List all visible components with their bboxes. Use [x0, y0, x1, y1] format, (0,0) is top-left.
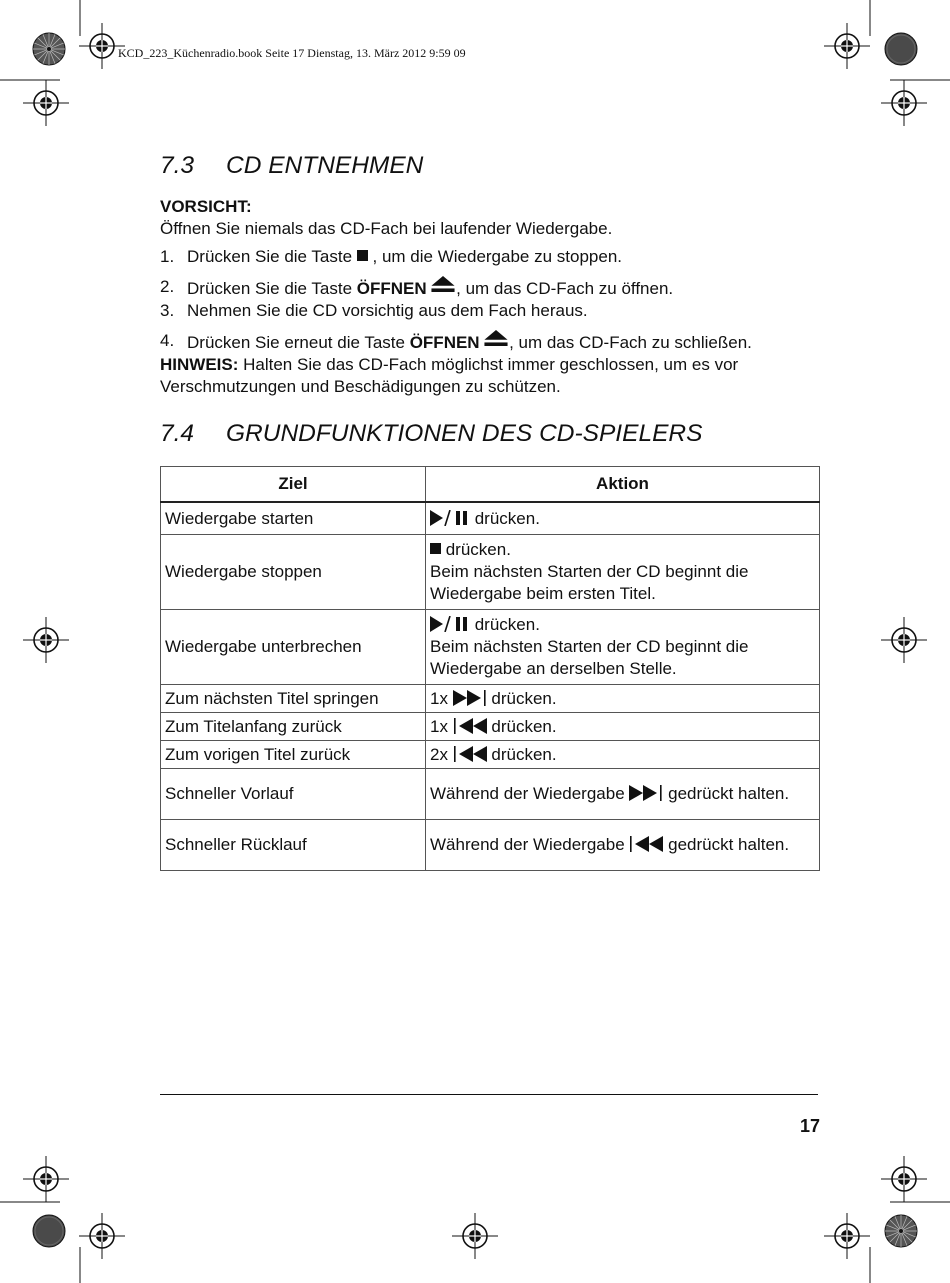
goal-cell: Zum Titelanfang zurück [161, 713, 426, 741]
registration-dot-icon [885, 33, 917, 65]
skip-back-icon [453, 746, 487, 762]
action-detail: Beim nächsten Starten der CD beginnt die Wiedergabe beim ersten Titel. [430, 562, 749, 603]
registration-starburst-icon [33, 33, 65, 65]
list-item [160, 276, 820, 300]
crosshair-icon [23, 1156, 69, 1202]
action-prefix: 2x [430, 744, 453, 764]
goal-cell: Schneller Vorlauf [161, 769, 426, 820]
section-title: CD ENTNEHMEN [226, 152, 424, 179]
table-header-row [161, 467, 820, 503]
section-title: GRUNDFUNKTIONEN DES CD-SPIELERS [226, 420, 703, 447]
action-cell [426, 741, 820, 769]
play-pause-icon [430, 616, 470, 632]
registration-dot-icon [33, 1215, 65, 1247]
step-text: Drücken Sie die Taste [187, 279, 357, 298]
key-label: ÖFFNEN [409, 333, 480, 352]
column-header-action: Aktion [426, 467, 820, 503]
note-text: Halten Sie das CD-Fach möglichst immer geschlossen, um es vor Verschmutzungen und Beschädigungen zu schützen. [160, 355, 739, 396]
crosshair-icon [824, 1213, 870, 1259]
skip-forward-icon [453, 690, 487, 706]
note-label: HINWEIS: [160, 355, 239, 374]
step-text: , um die Wiedergabe zu stoppen. [372, 247, 622, 266]
action-text: drücken. [486, 716, 557, 736]
list-item [160, 300, 820, 322]
cd-functions-table [160, 466, 820, 871]
action-cell [426, 502, 820, 535]
step-number: 3. [160, 301, 175, 320]
table-row [161, 685, 820, 713]
skip-back-icon [453, 718, 487, 734]
table-row [161, 713, 820, 741]
crosshair-icon [79, 1213, 125, 1259]
step-text: , um das CD-Fach zu schließen. [509, 333, 752, 352]
table-row [161, 769, 820, 820]
goal-cell: Zum nächsten Titel springen [161, 685, 426, 713]
action-text: drücken. [486, 744, 557, 764]
action-cell [426, 713, 820, 741]
step-number: 4. [160, 331, 175, 350]
note-paragraph [160, 354, 820, 398]
step-text: Drücken Sie die Taste [187, 247, 357, 266]
action-cell [426, 610, 820, 685]
step-text: , um das CD-Fach zu öffnen. [456, 279, 674, 298]
crosshair-icon [452, 1213, 498, 1259]
footer-rule [160, 1094, 818, 1095]
goal-cell: Schneller Rücklauf [161, 820, 426, 871]
action-detail: Beim nächsten Starten der CD beginnt die Wiedergabe an derselben Stelle. [430, 637, 749, 678]
eject-icon [431, 276, 455, 292]
crosshair-icon [881, 80, 927, 126]
warning-text: Öffnen Sie niemals das CD-Fach bei laufender Wiedergabe. [160, 219, 613, 238]
goal-cell: Wiedergabe unterbrechen [161, 610, 426, 685]
crosshair-icon [824, 23, 870, 69]
table-row [161, 820, 820, 871]
section-7-3-heading [160, 152, 820, 180]
table-row [161, 610, 820, 685]
list-item [160, 330, 820, 354]
action-prefix: 1x [430, 716, 453, 736]
steps-list [160, 246, 820, 354]
action-cell [426, 769, 820, 820]
action-cell [426, 685, 820, 713]
registration-starburst-icon [885, 1215, 917, 1247]
action-prefix: 1x [430, 688, 453, 708]
crosshair-icon [881, 617, 927, 663]
step-text: Drücken Sie erneut die Taste [187, 333, 410, 352]
skip-forward-icon [629, 785, 663, 801]
action-text: drücken. [470, 615, 540, 634]
action-text: drücken. [441, 540, 511, 559]
section-number: 7.3 [160, 152, 195, 179]
goal-cell: Wiedergabe starten [161, 502, 426, 535]
skip-back-icon [629, 836, 663, 852]
action-prefix: Während der Wiedergabe [430, 784, 630, 803]
page-number: 17 [799, 1116, 820, 1136]
action-text: gedrückt halten. [663, 784, 790, 803]
print-header-info: KCD_223_Küchenradio.book Seite 17 Dienstag, 13. März 2012 9:59 09 [118, 46, 466, 60]
action-cell [426, 535, 820, 610]
stop-icon [430, 543, 441, 554]
section-number: 7.4 [160, 420, 195, 447]
list-item [160, 246, 820, 268]
step-number: 2. [160, 277, 175, 296]
page-content [160, 150, 820, 871]
crosshair-icon [23, 617, 69, 663]
step-text: Nehmen Sie die CD vorsichtig aus dem Fach heraus. [187, 301, 588, 320]
key-label: ÖFFNEN [356, 279, 427, 298]
crosshair-icon [23, 80, 69, 126]
play-pause-icon [430, 510, 470, 526]
stop-icon [357, 250, 368, 261]
warning-title: VORSICHT: [160, 197, 252, 216]
action-text: gedrückt halten. [663, 835, 790, 854]
table-row [161, 741, 820, 769]
action-prefix: Während der Wiedergabe [430, 835, 630, 854]
section-7-4-heading [160, 420, 820, 448]
eject-icon [484, 330, 508, 346]
step-number: 1. [160, 247, 175, 266]
table-row [161, 535, 820, 610]
goal-cell: Wiedergabe stoppen [161, 535, 426, 610]
action-cell [426, 820, 820, 871]
crosshair-icon [881, 1156, 927, 1202]
column-header-goal: Ziel [161, 467, 426, 503]
action-text: drücken. [470, 508, 540, 528]
table-row [161, 502, 820, 535]
goal-cell: Zum vorigen Titel zurück [161, 741, 426, 769]
action-text: drücken. [486, 688, 557, 708]
